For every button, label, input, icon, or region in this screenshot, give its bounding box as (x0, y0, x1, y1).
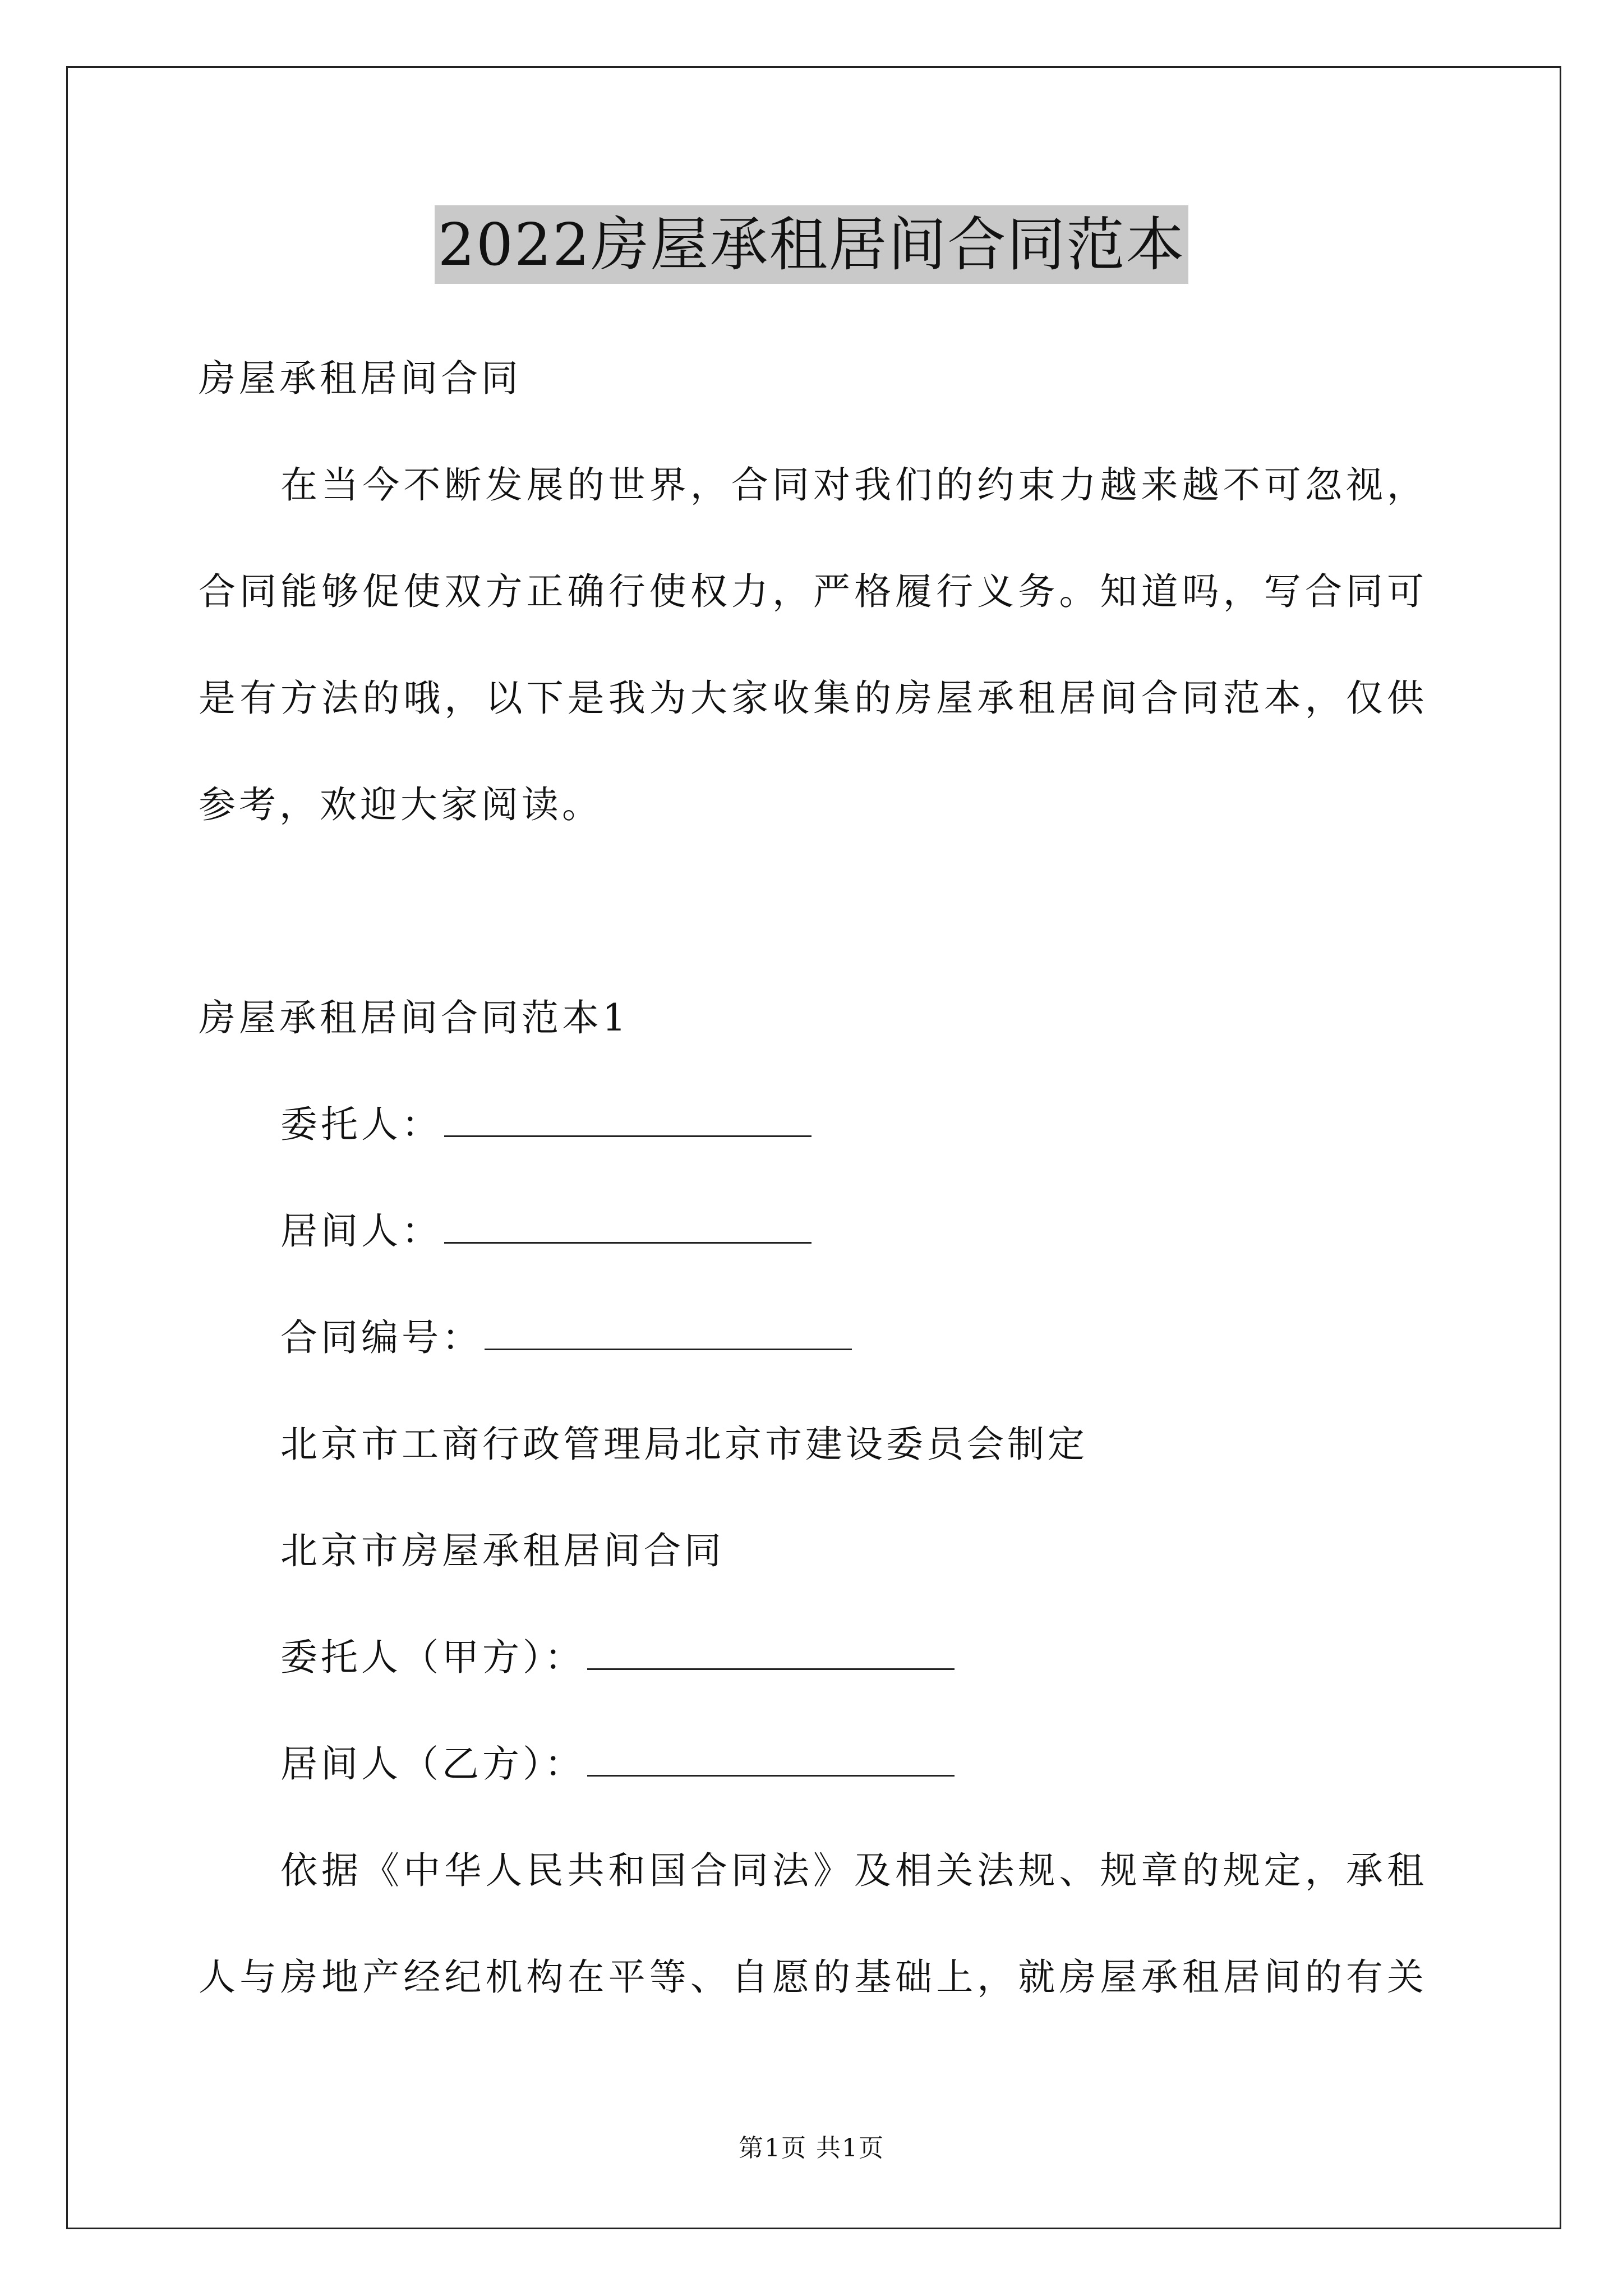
intro-line-3: 是有方法的哦，以下是我为大家收集的房屋承租居间合同范本，仅供 (199, 677, 1427, 720)
intro-line-4: 参考，欢迎大家阅读。 (199, 783, 602, 826)
broker-label: 居间人： (280, 1209, 442, 1253)
document-subtitle: 房屋承租居间合同 (199, 357, 522, 400)
party-a-field (280, 1632, 955, 1683)
document-title: 2022房屋承租居间合同范本 (435, 205, 1189, 284)
client-blank-line (444, 1101, 811, 1137)
party-a-label: 委托人（甲方）： (280, 1636, 585, 1679)
basis-line-1: 依据《中华人民共和国合同法》及相关法规、规章的规定，承租 (280, 1849, 1427, 1892)
basis-line-2: 人与房地产经纪机构在平等、自愿的基础上，就房屋承租居间的有关 (199, 1955, 1427, 1999)
contract-no-field (280, 1313, 852, 1363)
issuer-text: 北京市工商行政管理局北京市建设委员会制定 (280, 1423, 1088, 1466)
title-container (0, 205, 1623, 284)
intro-line-1: 在当今不断发展的世界，合同对我们的约束力越来越不可忽视， (280, 463, 1427, 507)
broker-blank-line (444, 1207, 811, 1244)
contract-no-label: 合同编号： (280, 1316, 482, 1359)
party-a-blank-line (587, 1634, 955, 1670)
section-heading: 房屋承租居间合同范本1 (199, 996, 629, 1039)
contract-no-blank-line (485, 1314, 852, 1350)
contract-name: 北京市房屋承租居间合同 (280, 1529, 725, 1572)
party-b-label: 居间人（乙方）： (280, 1742, 585, 1786)
page-footer: 第1页 共1页 (739, 2134, 884, 2162)
client-label: 委托人： (280, 1103, 442, 1146)
party-b-field (280, 1739, 955, 1789)
client-field (280, 1099, 811, 1150)
party-b-blank-line (587, 1740, 955, 1777)
broker-field (280, 1206, 811, 1257)
intro-line-2: 合同能够促使双方正确行使权力，严格履行义务。知道吗，写合同可 (199, 570, 1427, 613)
